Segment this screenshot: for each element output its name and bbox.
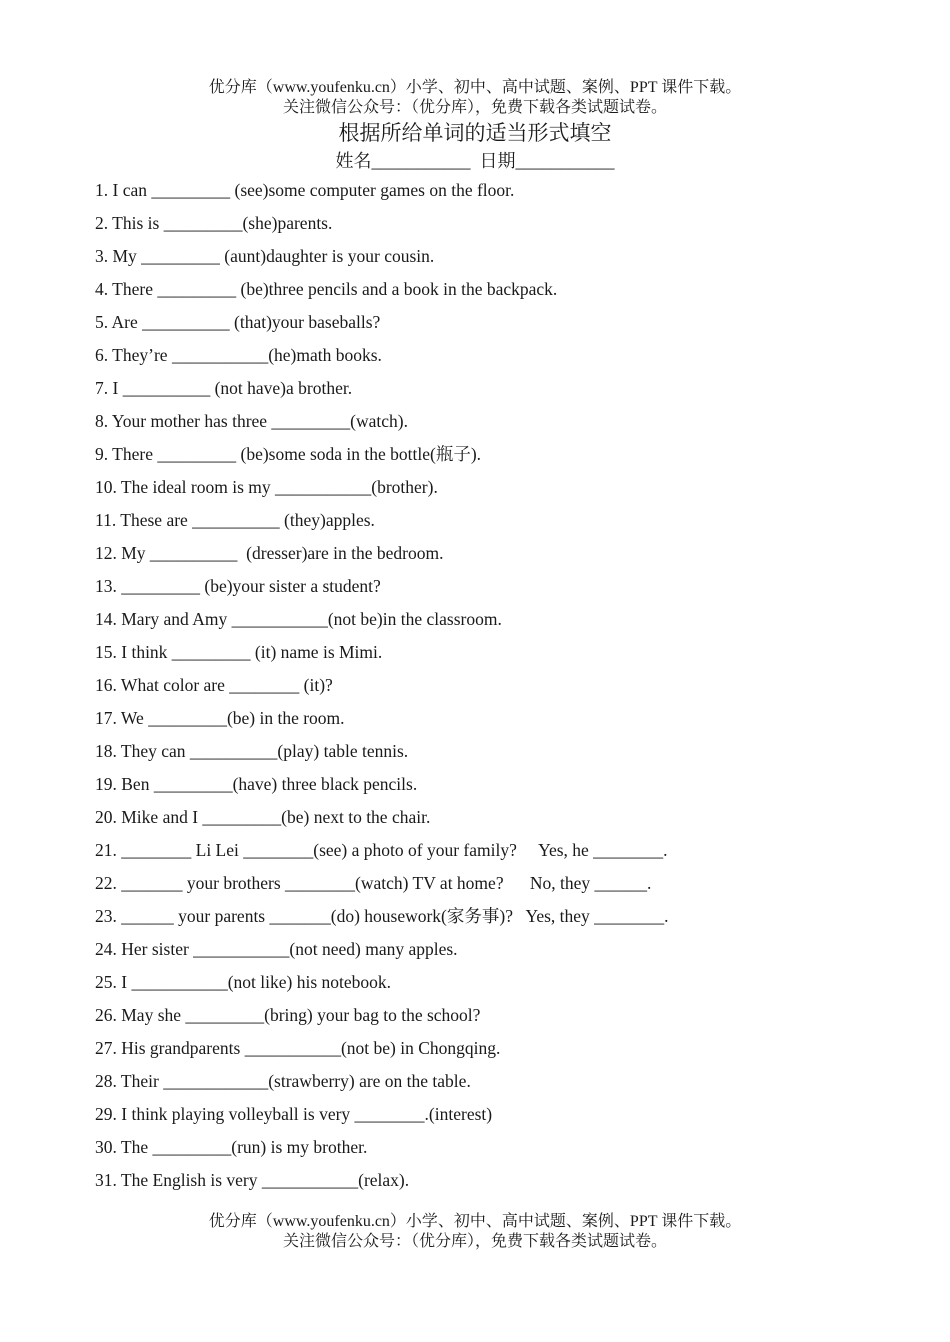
question-item: 14. Mary and Amy ___________(not be)in the classroom. [95, 609, 502, 629]
footer-line-1: 优分库（www.youfenku.cn）小学、初中、高中试题、案例、PPT 课件下载。 [208, 1213, 742, 1230]
question-item: 2. This is _________(she)parents. [95, 213, 333, 233]
header-line-2: 关注微信公众号：（优分库），免费下载各类试题试卷。 [282, 99, 667, 116]
question-item: 24. Her sister ___________(not need) many apples. [95, 939, 458, 959]
name-date-line: 姓名___________ 日期___________ [335, 151, 615, 171]
question-item: 18. They can __________(play) table tennis. [95, 741, 409, 761]
question-item: 5. Are __________ (that)your baseballs? [95, 312, 381, 332]
question-item: 1. I can _________ (see)some computer games on the floor. [95, 180, 515, 200]
question-item: 25. I ___________(not like) his notebook. [95, 972, 392, 992]
question-item: 15. I think _________ (it) name is Mimi. [95, 642, 383, 662]
question-item: 8. Your mother has three _________(watch). [95, 411, 409, 431]
question-list [95, 178, 915, 1201]
worksheet-title: 根据所给单词的适当形式填空 [338, 121, 612, 145]
question-item: 11. These are __________ (they)apples. [95, 510, 375, 530]
question-item: 26. May she _________(bring) your bag to the school? [95, 1005, 481, 1025]
question-item: 13. _________ (be)your sister a student? [95, 576, 381, 596]
question-item: 19. Ben _________(have) three black pencils. [95, 774, 418, 794]
question-item: 21. ________ Li Lei ________(see) a photo of your family? Yes, he ________. [95, 840, 668, 860]
header-line-1: 优分库（www.youfenku.cn）小学、初中、高中试题、案例、PPT 课件下载。 [208, 79, 742, 96]
question-item: 27. His grandparents ___________(not be) in Chongqing. [95, 1038, 501, 1058]
question-item: 4. There _________ (be)three pencils and a book in the backpack. [95, 279, 558, 299]
question-item: 3. My _________ (aunt)daughter is your cousin. [95, 246, 435, 266]
question-item: 16. What color are ________ (it)? [95, 675, 333, 695]
question-item: 10. The ideal room is my ___________(brother). [95, 477, 438, 497]
question-item: 17. We _________(be) in the room. [95, 708, 345, 728]
question-item: 29. I think playing volleyball is very ________.(interest) [95, 1104, 493, 1124]
question-item: 9. There _________ (be)some soda in the bottle(瓶子). [95, 444, 482, 464]
question-item: 20. Mike and I _________(be) next to the chair. [95, 807, 431, 827]
question-item: 22. _______ your brothers ________(watch) TV at home? No, they ______. [95, 873, 652, 893]
question-item: 30. The _________(run) is my brother. [95, 1137, 368, 1157]
footer-line-2: 关注微信公众号：（优分库），免费下载各类试题试卷。 [282, 1233, 667, 1250]
question-item: 23. ______ your parents _______(do) housework(家务事)? Yes, they ________. [95, 906, 669, 926]
question-item: 12. My __________ (dresser)are in the bedroom. [95, 543, 444, 563]
footer-banner [0, 1212, 950, 1252]
question-item: 28. Their ____________(strawberry) are on the table. [95, 1071, 471, 1091]
question-item: 6. They’re ___________(he)math books. [95, 345, 382, 365]
header-banner [0, 78, 950, 118]
question-item: 31. The English is very ___________(relax). [95, 1170, 410, 1190]
question-item: 7. I __________ (not have)a brother. [95, 378, 353, 398]
